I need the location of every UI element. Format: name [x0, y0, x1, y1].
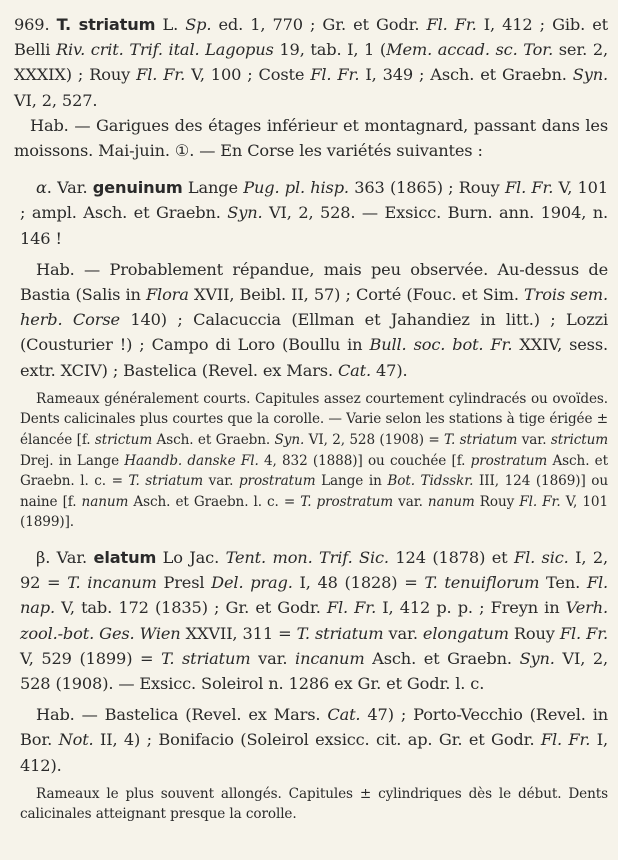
species-entry: [14, 12, 608, 163]
italic-run: Haandb. danske Fl.: [124, 452, 259, 469]
italic-run: Fl. Fr.: [326, 598, 377, 618]
text-run: V, 100 ; Coste: [185, 65, 311, 85]
text-run: Lo Jac.: [156, 548, 226, 567]
text-run: XXVII, 311 =: [180, 623, 297, 643]
text-run: Lange in: [315, 473, 388, 490]
italic-run: Fl. Fr.: [504, 178, 554, 198]
italic-run: prostratum: [470, 452, 548, 469]
text-run: II, 4) ; Bonifacio (Soleirol exsicc. cit. ap. Gr. et Godr.: [93, 730, 541, 750]
text-run: Rouy: [474, 493, 520, 510]
italic-run: T. tenuiflorum: [424, 573, 540, 593]
italic-run: nanum: [81, 493, 129, 510]
text-run: Drej. in Lange: [20, 452, 125, 469]
italic-run: Fl. Fr.: [559, 623, 608, 643]
species-habitat: [14, 113, 608, 163]
text-run: 47).: [371, 360, 408, 380]
variety-alpha: [20, 175, 608, 533]
text-run: . Var.: [46, 178, 93, 198]
text-run: V, 529 (1899) =: [20, 648, 162, 668]
italic-run: T. incanum: [67, 573, 157, 593]
italic-run: Riv. crit. Trif. ital. Lagopus: [55, 40, 274, 60]
italic-run: Verh. zool.-bot. Ges. Wien: [20, 598, 608, 643]
italic-run: Tent. mon. Trif. Sic.: [225, 548, 389, 567]
italic-run: Fl. Fr.: [519, 493, 561, 510]
variety-beta-heading: [20, 545, 608, 696]
text-run: var.: [383, 623, 423, 643]
text-run: VI, 2, 527.: [14, 90, 98, 110]
italic-run: Syn.: [274, 432, 305, 449]
text-run: Lange: [182, 178, 244, 198]
italic-run: Fl. Fr.: [310, 65, 360, 85]
variety-alpha-habitat: [20, 257, 608, 383]
italic-run: Mem. accad. sc. Tor.: [386, 40, 554, 60]
text-run: ser. 2, XXXIX) ; Rouy: [14, 40, 608, 85]
text-run: 19, tab. I, 1 (: [273, 40, 387, 60]
text-run: VI, 2, 528. — Exsicc. Burn. ann. 1904, n. 146 !: [20, 203, 609, 248]
italic-run: nanum: [427, 493, 475, 510]
text-run: Asch. et Graebn. l. c. =: [20, 452, 608, 490]
text-run: β. Var.: [36, 548, 94, 567]
variety-beta-notes: [20, 784, 608, 825]
text-run: 969.: [14, 15, 57, 34]
italic-run: T. striatum: [128, 473, 204, 490]
text-run: var.: [250, 648, 296, 668]
italic-run: T. striatum: [444, 432, 518, 449]
bold-run: genuinum: [92, 178, 183, 198]
italic-run: Flora: [145, 285, 189, 305]
text-run: V, 101 (1899)].: [20, 493, 609, 531]
text-run: Rouy: [508, 623, 560, 643]
text-run: Hab. — Probablement répandue, mais peu observée. Au-dessus de Bastia (Salis in: [20, 259, 608, 305]
italic-run: Fl. Fr.: [426, 15, 477, 34]
text-run: I, 2, 92 =: [20, 548, 609, 593]
text-run: var.: [393, 493, 428, 510]
italic-run: Fl. sic.: [513, 548, 569, 567]
text-run: var.: [203, 473, 239, 490]
text-run: VI, 2, 528 (1908). — Exsicc. Soleirol n. 1286 ex Gr. et Godr. l. c.: [20, 648, 608, 694]
variety-beta-habitat: [20, 702, 608, 778]
text-run: I, 412 p. p. ; Freyn in: [376, 598, 566, 618]
italic-run: strictum: [550, 432, 609, 449]
italic-run: Del. prag.: [211, 573, 293, 593]
text-run: Presl: [156, 573, 212, 593]
text-run: VI, 2, 528 (1908) =: [304, 432, 445, 449]
species-heading: [14, 12, 608, 113]
italic-run: Fl. Fr.: [136, 65, 186, 85]
text-run: I, 48 (1828) =: [292, 573, 425, 593]
text-run: 124 (1878) et: [388, 548, 514, 567]
italic-run: elongatum: [422, 623, 509, 643]
text-run: Asch. et Graebn. l. c. =: [128, 493, 301, 510]
italic-run: Not.: [58, 730, 94, 750]
text-run: XXIV, sess. extr. XCIV) ; Bastelica (Revel. ex Mars.: [20, 335, 608, 380]
italic-run: Cat.: [327, 705, 361, 725]
italic-run: Syn.: [519, 648, 555, 668]
text-run: L.: [155, 15, 186, 34]
italic-run: strictum: [94, 432, 153, 449]
italic-run: Cat.: [337, 360, 372, 380]
italic-run: α: [36, 178, 47, 198]
variety-alpha-heading: [20, 175, 608, 251]
variety-beta: [20, 545, 608, 825]
text-run: var.: [517, 432, 551, 449]
variety-alpha-notes: [20, 389, 608, 533]
italic-run: incanum: [295, 648, 365, 668]
text-run: Asch. et Graebn.: [152, 432, 275, 449]
text-run: V, 101 ; ampl. Asch. et Graebn.: [20, 178, 608, 223]
text-run: 363 (1865) ; Rouy: [348, 178, 505, 198]
italic-run: T. striatum: [296, 623, 384, 643]
text-run: 47) ; Porto-Vecchio (Revel. in Bor.: [20, 705, 608, 750]
italic-run: T. prostratum: [300, 493, 394, 510]
text-run: XVII, Beibl. II, 57) ; Corté (Fouc. et Sim.: [188, 285, 525, 305]
text-run: Ten.: [539, 573, 587, 593]
italic-run: Trois sem. herb. Corse: [20, 285, 608, 330]
bold-run: elatum: [93, 548, 157, 567]
italic-run: Sp.: [185, 15, 212, 34]
italic-run: Pug. pl. hisp.: [243, 178, 349, 198]
text-run: I, 412 ; Gib. et Belli: [14, 15, 608, 60]
text-run: ed. 1, 770 ; Gr. et Godr.: [211, 15, 427, 34]
italic-run: Bull. soc. bot. Fr.: [369, 335, 513, 355]
italic-run: Syn.: [227, 203, 263, 223]
text-run: 4, 832 (1888)] ou couchée [f.: [258, 452, 471, 469]
text-run: Asch. et Graebn.: [364, 648, 520, 668]
italic-run: Bot. Tidsskr.: [387, 473, 474, 490]
text-run: Rameaux le plus souvent allongés. Capitules ± cylindriques dès le début. Dents calicinales atteignant presque la corolle.: [20, 785, 608, 823]
italic-run: prostratum: [238, 473, 316, 490]
italic-run: Syn.: [572, 65, 608, 85]
text-run: Hab. — Garigues des étages inférieur et montagnard, passant dans les moissons. Mai-juin. ①. — En Corse les variétés suivantes :: [14, 115, 608, 161]
text-run: Rameaux généralement courts. Capitules assez courtement cylindracés ou ovoïdes. Dents calicinales plus courtes que la corolle. — Varie selon les stations à tige érigée ± élancée [f.: [20, 390, 608, 449]
italic-run: T. striatum: [161, 648, 251, 668]
text-run: Hab. — Bastelica (Revel. ex Mars.: [36, 705, 328, 725]
italic-run: Fl. nap.: [20, 573, 608, 618]
text-run: 140) ; Calacuccia (Ellman et Jahandiez in litt.) ; Lozzi (Cousturier !) ; Campo di Loro (Boullu in: [20, 310, 608, 355]
text-run: I, 349 ; Asch. et Graebn.: [359, 65, 573, 85]
text-run: III, 124 (1869)] ou naine [f.: [20, 473, 609, 510]
bold-run: T. striatum: [56, 15, 156, 34]
text-run: I, 412).: [20, 730, 608, 775]
text-run: V, tab. 172 (1835) ; Gr. et Godr.: [54, 598, 327, 618]
italic-run: Fl. Fr.: [540, 730, 591, 750]
